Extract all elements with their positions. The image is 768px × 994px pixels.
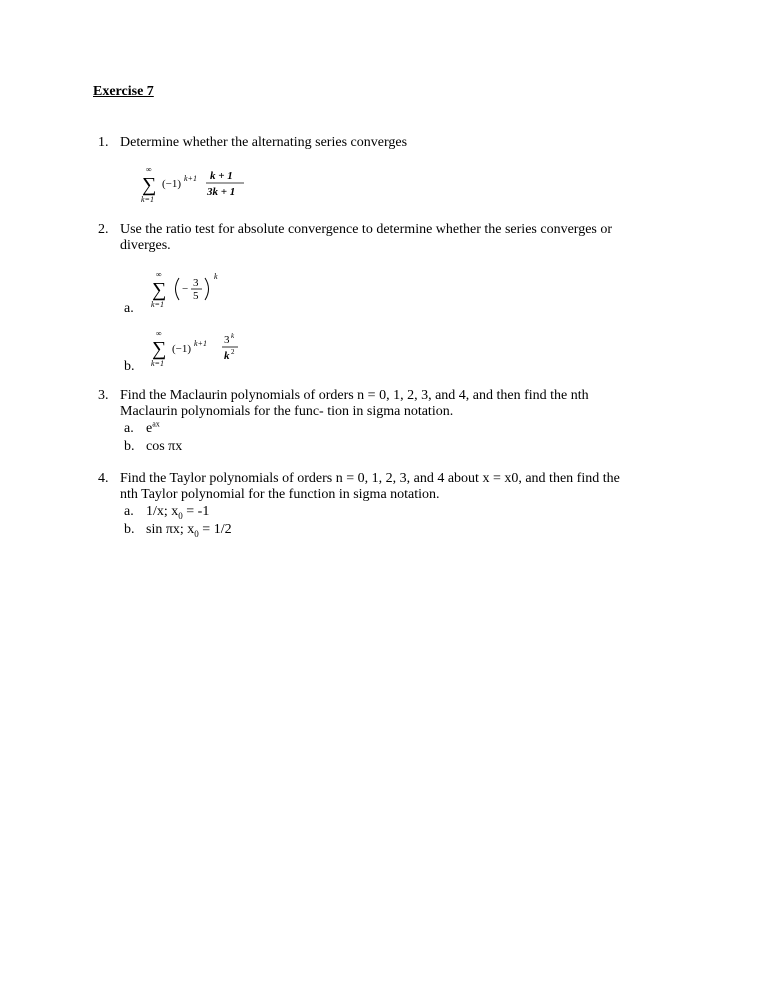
q4a-label: a. bbox=[124, 504, 134, 519]
q1-formula bbox=[140, 167, 260, 212]
q2a-minus: − bbox=[182, 283, 189, 295]
q3b-item: cos πx bbox=[146, 439, 183, 454]
q3a-label: a. bbox=[124, 421, 134, 436]
q3-line2: Maclaurin polynomials for the func- tion in sigma notation. bbox=[120, 404, 454, 419]
q4b-post: = 1/2 bbox=[198, 522, 232, 537]
q3b-label: b. bbox=[124, 439, 135, 454]
q4b-pre: sin πx; x bbox=[146, 522, 195, 537]
q4b-label: b. bbox=[124, 522, 135, 537]
q2a-formula bbox=[150, 270, 240, 315]
q3a-item bbox=[146, 421, 160, 437]
q1-exp: k+1 bbox=[184, 174, 197, 183]
q2b-numerator: 3 bbox=[224, 334, 230, 346]
q4a-pre: 1/x; x bbox=[146, 504, 179, 519]
q2b-denominator-exp: 2 bbox=[231, 348, 235, 356]
q2b-exp: k+1 bbox=[194, 339, 207, 348]
q2-line1: Use the ratio test for absolute convergence to determine whether the series converges or bbox=[120, 222, 613, 237]
q2a-left-paren bbox=[176, 278, 180, 300]
q2a-sum-lower: k=1 bbox=[151, 300, 164, 309]
q4-line2: nth Taylor polynomial for the function in sigma notation. bbox=[120, 487, 440, 502]
q3-number: 3. bbox=[98, 388, 109, 403]
q4b-subscript: 0 bbox=[194, 528, 199, 539]
q1-sum-upper: ∞ bbox=[146, 165, 152, 174]
q2a-right-paren bbox=[205, 278, 209, 300]
q2a-numerator: 3 bbox=[193, 277, 199, 289]
q4a-subscript: 0 bbox=[178, 510, 183, 521]
q4-line1: Find the Taylor polynomials of orders n = 0, 1, 2, 3, and 4 about x = x0, and then find the bbox=[120, 471, 620, 486]
q2-line2: diverges. bbox=[120, 238, 171, 253]
q1-denominator: 3k + 1 bbox=[207, 186, 236, 198]
q2b-sum-upper: ∞ bbox=[156, 329, 162, 338]
q2b-denominator: k bbox=[224, 350, 230, 362]
q4b-item bbox=[146, 522, 232, 538]
q1-text: Determine whether the alternating series converges bbox=[120, 135, 408, 150]
q2b-numerator-exp: k bbox=[231, 332, 235, 340]
q1-sum-lower: k=1 bbox=[141, 195, 154, 204]
q1-base: (−1) bbox=[162, 178, 182, 190]
q2b-sigma: ∑ bbox=[152, 338, 167, 360]
q2b-label: b. bbox=[124, 359, 135, 374]
q1-number: 1. bbox=[98, 135, 109, 150]
q2a-denominator: 5 bbox=[193, 290, 199, 302]
q4a-post: = -1 bbox=[182, 504, 210, 519]
q1-sigma: ∑ bbox=[142, 174, 157, 196]
q2a-sum-upper: ∞ bbox=[156, 270, 162, 279]
q2b-base: (−1) bbox=[172, 343, 192, 355]
q2a-label: a. bbox=[124, 301, 134, 316]
q2b-formula bbox=[150, 331, 260, 376]
q4-number: 4. bbox=[98, 471, 109, 486]
q2b-sum-lower: k=1 bbox=[151, 359, 164, 368]
q3-line1: Find the Maclaurin polynomials of orders n = 0, 1, 2, 3, and 4, and then find the nth bbox=[120, 388, 589, 403]
q3a-base: e bbox=[146, 421, 153, 436]
q2a-exp: k bbox=[214, 272, 218, 281]
q1-numerator: k + 1 bbox=[210, 170, 233, 182]
q3a-exponent: ax bbox=[152, 419, 160, 429]
q2-number: 2. bbox=[98, 222, 109, 237]
q2a-sigma: ∑ bbox=[152, 279, 167, 301]
exercise-title: Exercise 7 bbox=[93, 84, 154, 99]
q4a-item bbox=[146, 504, 209, 520]
